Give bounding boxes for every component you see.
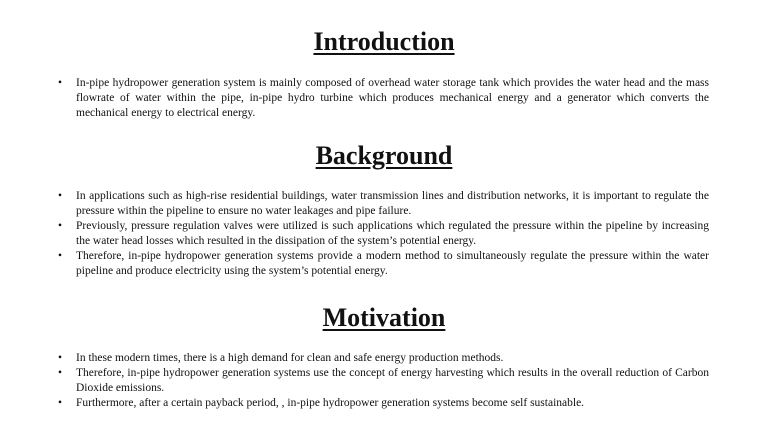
background-bullet-list	[76, 189, 709, 279]
motivation-bullet: • In these modern times, there is a high demand for clean and safe energy production methods.	[76, 351, 709, 366]
heading-motivation: Motivation	[322, 303, 446, 332]
heading-introduction: Introduction	[313, 27, 455, 56]
background-bullet: • Previously, pressure regulation valves were utilized is such applications which regulated the pressure within the pipeline by increasing the water head losses which resulted in the dissipation of the system’s potential energy.	[76, 219, 709, 249]
introduction-bullet-list	[76, 76, 709, 121]
background-bullet: • Therefore, in-pipe hydropower generation systems provide a modern method to simultaneously regulate the pressure within the water pipeline and produce electricity using the system’s potential energy.	[76, 249, 709, 279]
motivation-bullet-list	[76, 351, 709, 411]
motivation-bullet: • Furthermore, after a certain payback period, , in-pipe hydropower generation systems become self sustainable.	[76, 396, 709, 411]
motivation-bullet: • Therefore, in-pipe hydropower generation systems use the concept of energy harvesting which results in the overall reduction of Carbon Dioxide emissions.	[76, 366, 709, 396]
introduction-bullet: • In-pipe hydropower generation system is mainly composed of overhead water storage tank which provides the water head and the mass flowrate of water within the pipe, in-pipe hydro turbine which produces mechanical energy and a generator which converts the mechanical energy to electrical energy.	[76, 76, 709, 121]
background-bullet: • In applications such as high-rise residential buildings, water transmission lines and distribution networks, it is important to regulate the pressure within the pipeline to ensure no water leakages and pipe failure.	[76, 189, 709, 219]
heading-background: Background	[315, 141, 453, 170]
